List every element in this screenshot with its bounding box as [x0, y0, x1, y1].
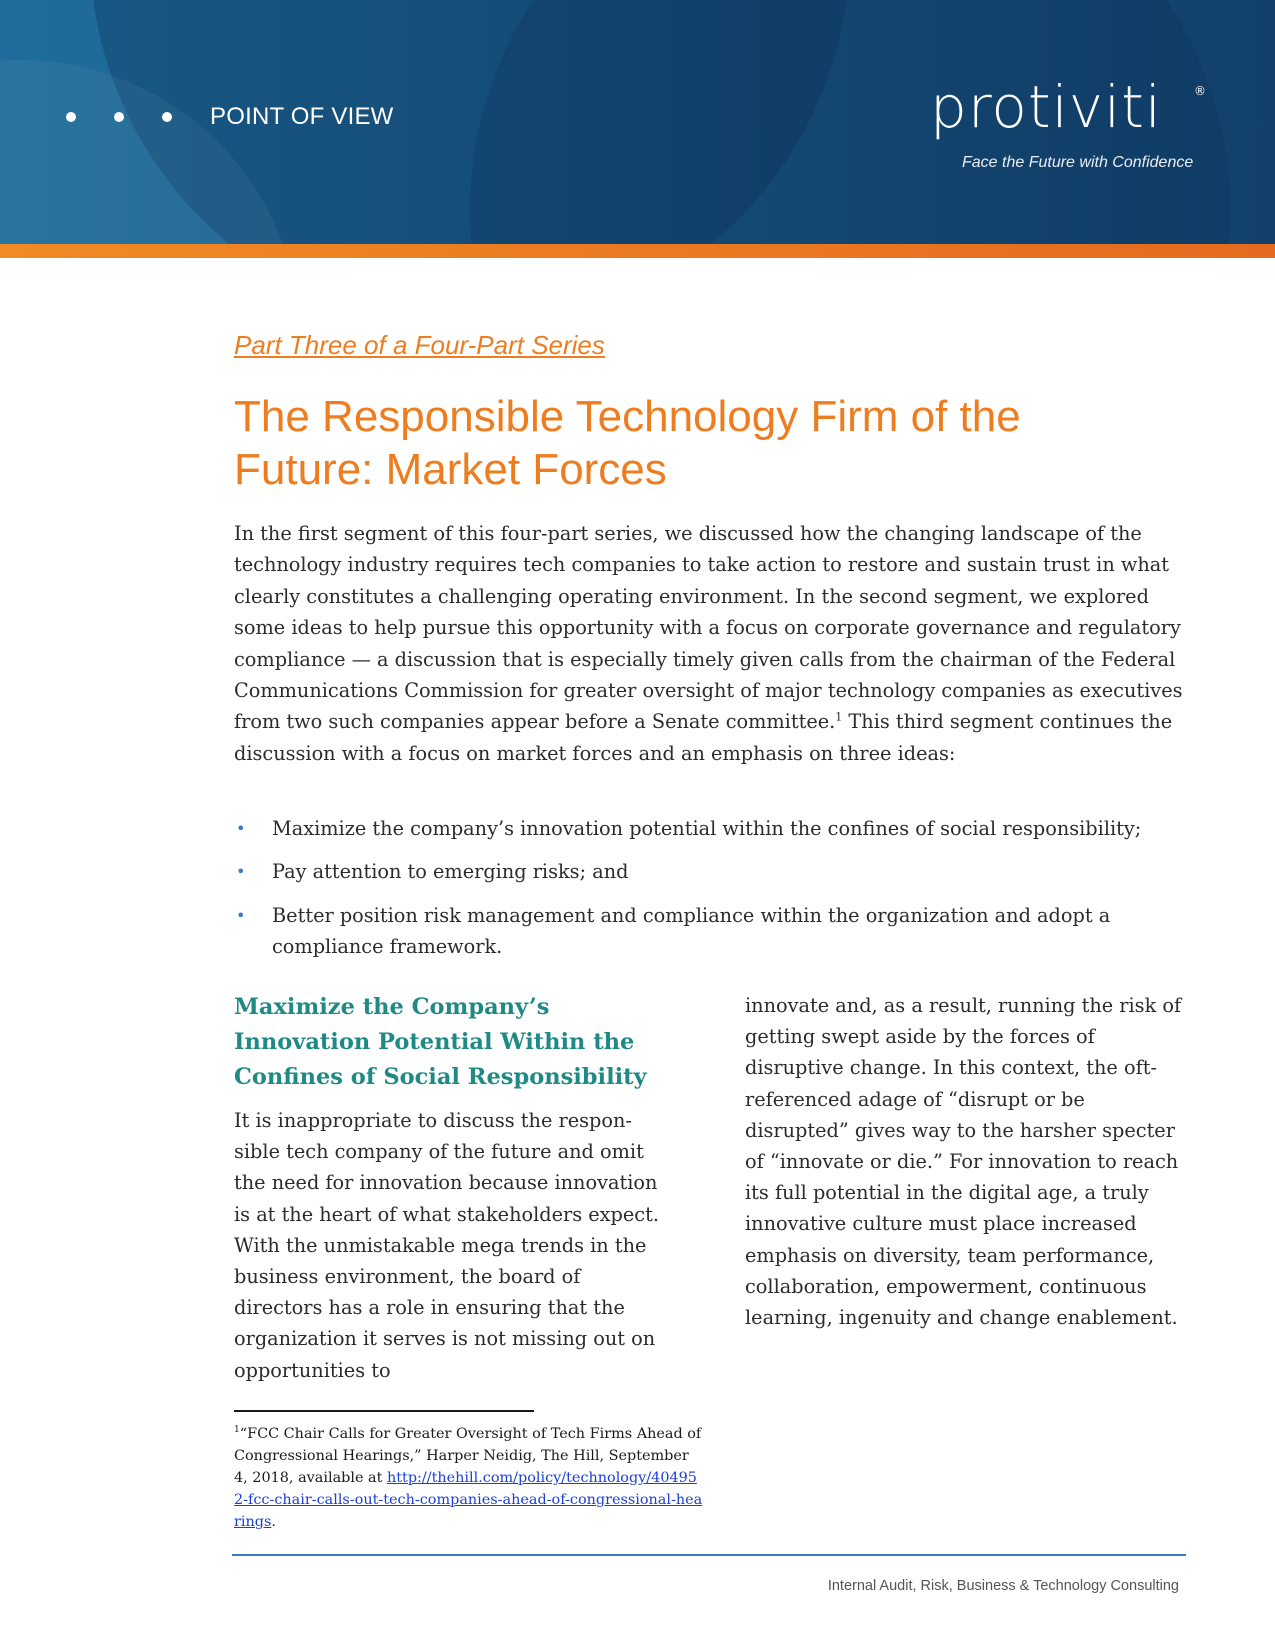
list-item-text: Better position risk management and compliance within the organization and adopt a compliance framework. — [272, 903, 1111, 959]
header-banner — [0, 0, 1275, 258]
footnote-number: 1 — [234, 1425, 240, 1436]
section-right-column — [745, 990, 1185, 1333]
footer-divider — [232, 1554, 1186, 1556]
section-paragraph-right: innovate and, as a result, running the risk of getting swept aside by the forces of disruptive change. In this context, the oft-referenced adage of “disrupt or be disrupted” gives way to the harsher specter of “innovate or die.” For innovation to reach its full potential in the digital age, a truly innovative culture must place increased emphasis on diversity, team performance, collaboration, empowerment, continuous learning, ingenuity and change enablement. — [745, 994, 1182, 1330]
page-title: The Responsible Technology Firm of the Future: Market Forces — [234, 392, 1021, 494]
intro-text-continued: This third segment continues the discussion with a focus on market forces and an emphasis on three ideas: — [234, 710, 1173, 765]
logo-tagline: Face the Future with Confidence — [962, 154, 1194, 171]
ideas-list — [234, 813, 1164, 975]
logo-wordmark: protiviti — [930, 73, 1163, 141]
list-item — [234, 856, 1164, 887]
section-paragraph-left: It is inappropriate to discuss the responsible tech company of the future and omit the need for innovation because innovation is at the heart of what stakeholders expect. With the unmistakable mega trends in the business environment, the board of directors has a role in ensuring that the organization it serves is not missing out on opportunities to — [234, 1109, 659, 1382]
bullet-icon: • — [236, 862, 246, 882]
section-left-column — [234, 990, 664, 1386]
dot-icon — [114, 112, 124, 122]
footnote — [234, 1423, 704, 1533]
series-label: Part Three of a Four-Part Series — [234, 330, 605, 360]
point-of-view-label — [66, 103, 394, 131]
bullet-icon: • — [236, 905, 246, 925]
list-item — [234, 813, 1164, 844]
bullet-icon: • — [236, 819, 246, 838]
list-item — [234, 900, 1164, 963]
intro-text: In the first segment of this four-part series, we discussed how the changing landscape of the technology industry requires tech companies to take action to restore and sustain trust in what clearly constitutes a challenging operating environment. In the second segment, we explored some ideas to help pursue this opportunity with a focus on corporate governance and regulatory compliance — a discussion that is especially timely given calls from the chairman of the Federal Communications Commission for greater oversight of major technology companies as executives from two such companies appear before a Senate committee. — [234, 522, 1183, 734]
dot-icon — [66, 112, 76, 122]
dot-icon — [162, 112, 172, 122]
orange-accent-bar — [0, 244, 1275, 258]
footnote-text: “FCC Chair Calls for Greater Oversight of Tech Firms Ahead of Congressional Hearings,” Harper Neidig, The Hill, September 4, 2018, available at — [234, 1426, 702, 1486]
pov-text: POINT OF VIEW — [210, 103, 394, 130]
list-item-text: Maximize the company’s innovation potential within the confines of social responsibility; — [272, 817, 1142, 840]
section-heading: Maximize the Company’s Innovation Potential Within the Confines of Social Responsibility — [234, 994, 647, 1090]
footer-text: Internal Audit, Risk, Business & Technology Consulting — [827, 1578, 1179, 1594]
intro-paragraph — [234, 518, 1184, 769]
footnote-reference[interactable]: 1 — [835, 711, 843, 725]
registered-mark: ® — [1194, 84, 1206, 98]
footnote-link[interactable]: http://thehill.com/policy/technology/404952-fcc-chair-calls-out-tech-companies-ahead-of-congressional-hearings — [234, 1470, 703, 1530]
footnote-end: . — [271, 1514, 276, 1530]
list-item-text: Pay attention to emerging risks; and — [272, 860, 629, 884]
protiviti-logo — [930, 73, 1210, 171]
footnote-divider — [234, 1410, 534, 1412]
